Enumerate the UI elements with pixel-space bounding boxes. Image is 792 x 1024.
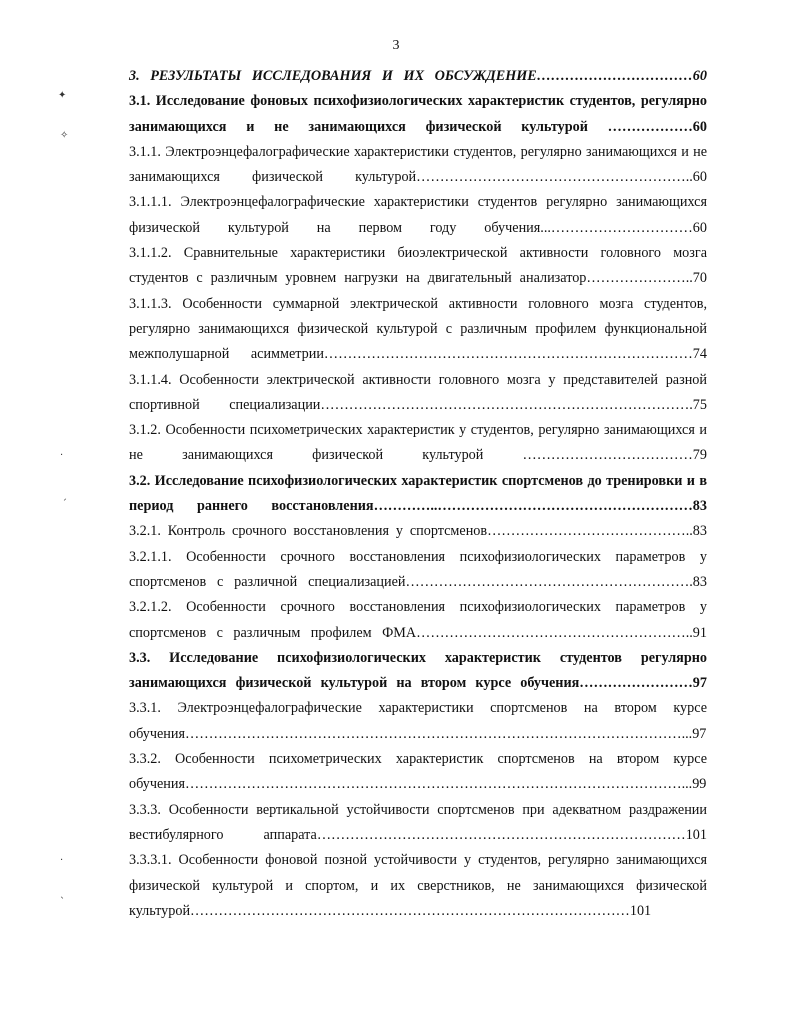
- toc-entry: 3.2. Исследование психофизиологических характеристик спортсменов до тренировки и в период раннего восстановления…………..………………………………………………83: [129, 472, 707, 515]
- scan-speck: ·: [60, 855, 64, 866]
- scan-speck: ˎ: [60, 888, 65, 899]
- toc-entry: 3.3.1. Электроэнцефалографические характеристики спортсменов на втором курсе обучения……………………………………………………………………………………………...97: [129, 700, 707, 742]
- toc-entry: 3.1.1.3. Особенности суммарной электрической активности головного мозга студентов, регулярно занимающихся физической культурой с различным профилем функциональной межполушарной асимметрии……………………………………………………………………74: [129, 295, 707, 363]
- toc-entry: 3.1.1.2. Сравнительные характеристики биоэлектрической активности головного мозга студентов с различным уровнем нагрузки на двигательный анализатор…………………..70: [129, 245, 707, 287]
- toc-entry: 3.3.2. Особенности психометрических характеристик спортсменов на втором курсе обучения……………………………………………………………………………………………...99: [129, 751, 707, 793]
- toc-entry: 3.3.3. Особенности вертикальной устойчивости спортсменов при адекватном раздражении вестибулярного аппарата……………………………………………………………………101: [129, 801, 707, 843]
- scan-speck: ·: [60, 450, 64, 461]
- page-number: 3: [392, 38, 400, 53]
- scan-speck: ˏ: [62, 490, 67, 501]
- toc-entry: 3.1.1.4. Особенности электрической активности головного мозга у представителей разной спортивной специализации…………………………………………………………………….75: [129, 371, 707, 413]
- toc-entry: 3.1.2. Особенности психометрических характеристик у студентов, регулярно занимающихся и не занимающихся физической культурой ………………………………79: [129, 422, 707, 464]
- scan-speck: ✦: [58, 90, 67, 101]
- table-of-contents: [129, 64, 707, 924]
- toc-entry: 3.3. Исследование психофизиологических характеристик студентов регулярно занимающихся физической культурой на втором курсе обучения……………………97: [129, 649, 707, 692]
- toc-entry: 3.1.1. Электроэнцефалографические характеристики студентов, регулярно занимающихся и не занимающихся физической культурой…………………………………………………..60: [129, 143, 707, 186]
- toc-entry: 3.2.1.2. Особенности срочного восстановления психофизиологических параметров у спортсменов с различным профилем ФМА…………………………………………………..91: [129, 599, 707, 641]
- toc-entry: 3.2.1.1. Особенности срочного восстановления психофизиологических параметров у спортсменов с различной специализацией…………………………………………………….83: [129, 548, 707, 590]
- toc-entry: 3.1.1.1. Электроэнцефалографические характеристики студентов регулярно занимающихся физической культурой на первом году обучения...…………………………60: [129, 194, 707, 236]
- toc-entry: 3.3.3.1. Особенности фоновой позной устойчивости у студентов, регулярно занимающихся физической культурой и спортом, и их сверстников, не занимающихся физической культурой…………………………………………………………………………………101: [129, 852, 707, 919]
- toc-entry: 3. РЕЗУЛЬТАТЫ ИССЛЕДОВАНИЯ И ИХ ОБСУЖДЕНИЕ……………………………60: [129, 68, 707, 84]
- toc-entry: 3.1. Исследование фоновых психофизиологических характеристик студентов, регулярно занимающихся и не занимающихся физической культурой ………………60: [129, 93, 707, 135]
- scan-speck: ✧: [60, 130, 69, 141]
- toc-entry: 3.2.1. Контроль срочного восстановления у спортсменов……………………………………..83: [129, 523, 707, 540]
